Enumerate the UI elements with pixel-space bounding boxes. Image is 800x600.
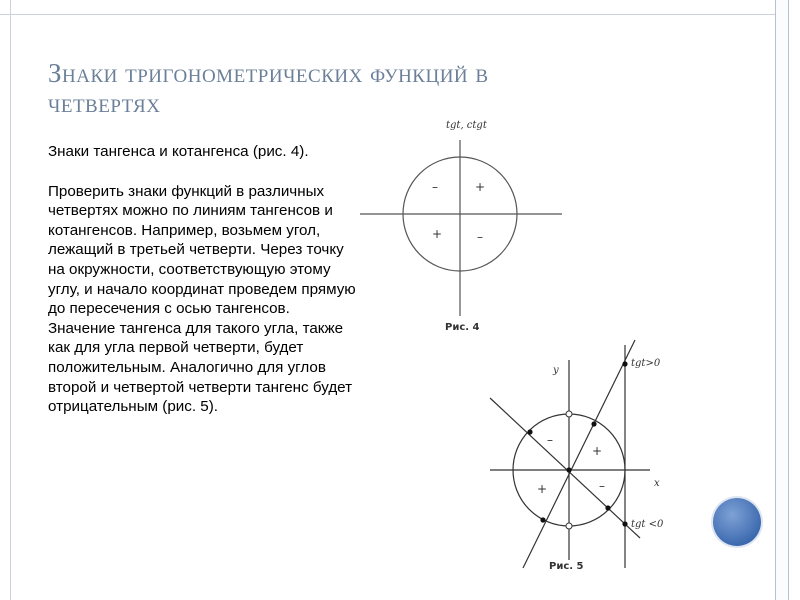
- fig5-tg-negative-label: tgt <0: [631, 519, 664, 530]
- fig5-sign-q3: +: [537, 482, 548, 496]
- fig5-point: [622, 521, 627, 526]
- fig5-x-label: x: [654, 478, 660, 489]
- fig5-point: [566, 467, 571, 472]
- fig4-sign-q2: –: [432, 180, 438, 194]
- fig5-open-point: [566, 523, 572, 529]
- fig5-point: [591, 421, 596, 426]
- figure-4: [360, 140, 562, 316]
- fig5-line-positive: [523, 340, 635, 568]
- next-slide-button[interactable]: [713, 498, 761, 546]
- body-paragraph-2: Проверить знаки функций в различных четвертях можно по линиям тангенсов и котангенсов. Например, возьмем угол, лежащий в третьей четверти. Через точку на окружности, соответствующую этому углу, и начало координат проведем прямую до пересечения с осью тангенсов. Значение тангенса для такого угла, также как для угла первой четверти, будет положительным. Аналогично для углов второй и четвертой четверти тангенс будет отрицательным (рис. 5).: [48, 182, 356, 416]
- slide-title-line1: Знаки тригонометрических функций в: [48, 58, 489, 88]
- fig5-point: [540, 517, 545, 522]
- body-paragraph-1: Знаки тангенса и котангенса (рис. 4).: [48, 143, 309, 160]
- figure-5: [490, 340, 650, 568]
- fig5-point: [622, 361, 627, 366]
- fig4-sign-q1: +: [475, 180, 486, 194]
- fig5-point: [605, 505, 610, 510]
- fig5-open-point: [566, 411, 572, 417]
- fig4-sign-q3: +: [432, 227, 443, 241]
- fig4-axis-label: tgt, ctgt: [446, 120, 487, 131]
- fig5-y-label: y: [553, 365, 559, 376]
- fig5-caption: Рис. 5: [549, 561, 584, 572]
- fig5-tg-positive-label: tgt>0: [631, 358, 661, 369]
- fig4-sign-q4: –: [477, 230, 483, 244]
- fig4-caption: Рис. 4: [445, 322, 480, 333]
- fig5-point: [527, 429, 532, 434]
- fig5-sign-q4: –: [599, 479, 605, 493]
- fig5-sign-q1: +: [592, 444, 603, 458]
- slide-title-line2: четвертях: [48, 88, 161, 118]
- fig5-sign-q2: –: [547, 433, 553, 447]
